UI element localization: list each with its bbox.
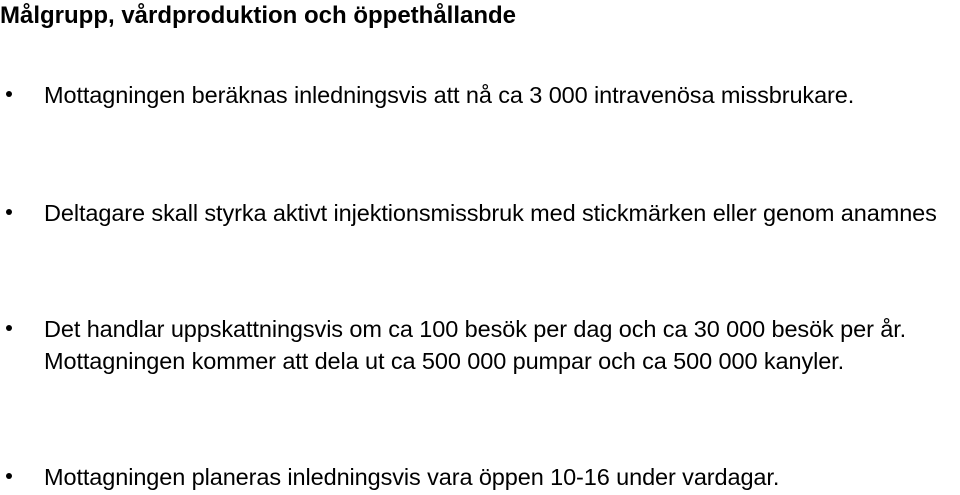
bullet-dot-icon <box>6 209 12 215</box>
bullet-text: Mottagningen beräknas inledningsvis att nå ca 3 000 intravenösa missbrukare. <box>44 82 855 108</box>
bullet-text: Mottagningen planeras inledningsvis vara öppen 10-16 under vardagar. <box>44 464 780 490</box>
bullet-text: Det handlar uppskattningsvis om ca 100 besök per dag och ca 30 000 besök per år. Mottagningen kommer att dela ut ca 500 000 pumpar och ca 500 000 kanyler. <box>44 316 907 374</box>
bullet-text: Deltagare skall styrka aktivt injektionsmissbruk med stickmärken eller genom anamnes <box>44 200 937 226</box>
bullet-dot-icon <box>6 91 12 97</box>
slide-title: Målgrupp, vårdproduktion och öppethållande <box>0 2 517 29</box>
bullet-dot-icon <box>6 325 12 331</box>
bullet-dot-icon <box>6 473 12 479</box>
